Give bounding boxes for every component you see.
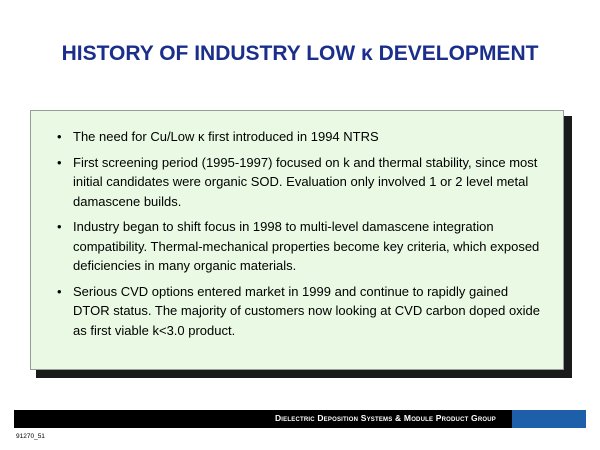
footer-bar [14, 410, 586, 428]
bullet-dot-icon: • [57, 283, 62, 299]
bullet-item-cvd [57, 282, 547, 341]
bullet-text-pre: The need for Cu/Low [73, 129, 199, 144]
slide-title-kappa-symbol: κ [361, 42, 373, 65]
bullet-item-integration [57, 217, 547, 276]
slide-title-suffix: DEVELOPMENT [372, 42, 539, 65]
slide-title-prefix: HISTORY OF INDUSTRY LOW [61, 42, 362, 65]
bullet-text: Serious CVD options entered market in 1999 and continue to rapidly gained DTOR status. The majority of customers now looking at CVD carbon doped oxide as first viable k<3.0 product. [73, 283, 541, 338]
bullet-text: Industry began to shift focus in 1998 to multi-level damascene integration compatibility. Thermal-mechanical properties become key criteria, which exposed deficiencies in many organic materials. [73, 219, 540, 273]
bullet-item-ntrs [57, 127, 547, 147]
footer-group-name: Dielectric Deposition Systems & Module Product Group [274, 413, 496, 423]
content-box [30, 110, 564, 370]
slide-code: 91270_51 [16, 433, 45, 440]
bullet-dot-icon: • [57, 129, 62, 144]
slide-title [0, 42, 600, 66]
bullet-text-post: first introduced in 1994 NTRS [204, 129, 379, 144]
bullet-dot-icon: • [57, 154, 62, 170]
bullet-item-screening [57, 153, 547, 212]
bullet-kappa-symbol: κ [198, 129, 205, 144]
bullet-dot-icon: • [57, 219, 62, 234]
bullet-text: First screening period (1995-1997) focused on k and thermal stability, since most initial candidates were organic SOD. Evaluation only involved 1 or 2 level metal damascene builds. [73, 154, 538, 209]
bullet-list [57, 127, 547, 346]
footer-accent-block [512, 410, 586, 428]
